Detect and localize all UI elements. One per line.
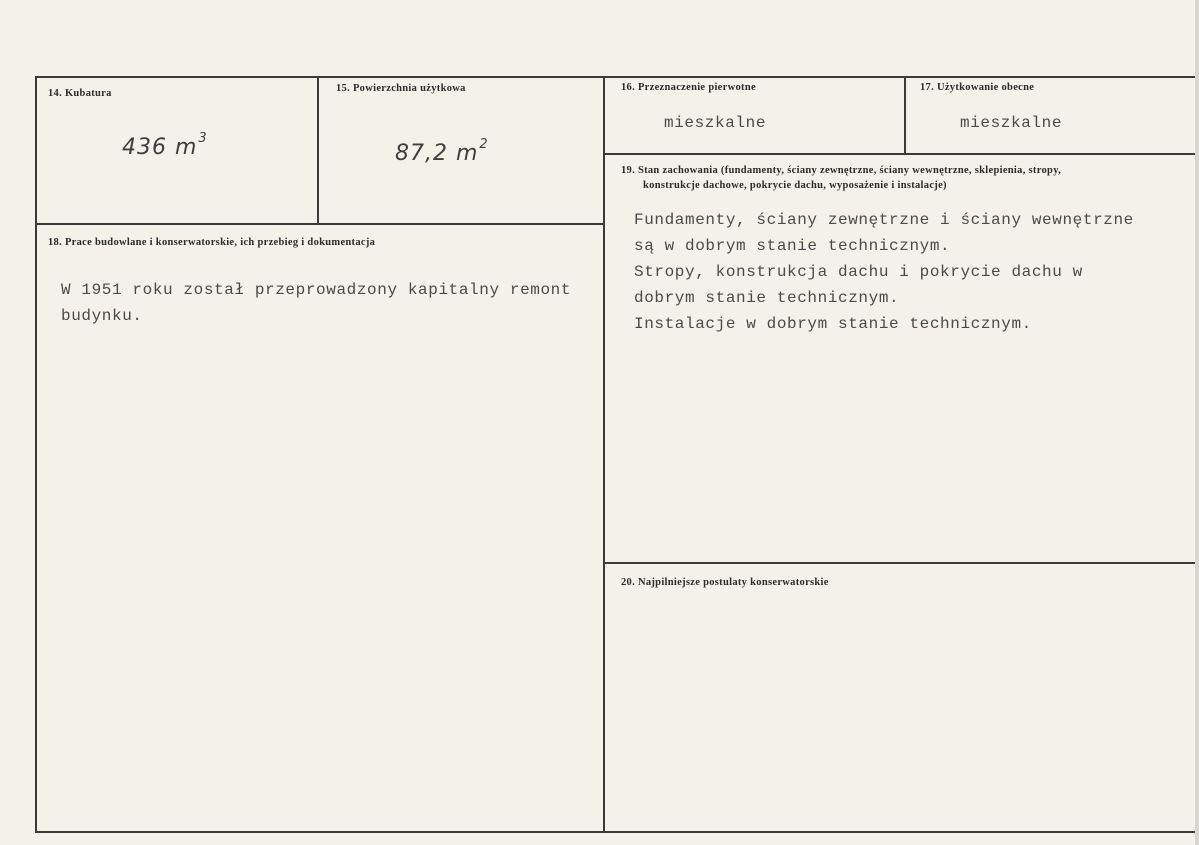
field-14-value: 436 $m^3$ [122,131,208,160]
field-18-text [61,277,596,329]
top-border-line [35,76,1199,78]
field-19-line: Instalacje w dobrym stanie technicznym. [634,315,1032,333]
field-14-exponent: 3 [198,131,208,146]
field-19-label-line1: 19. Stan zachowania (fundamenty, ściany zewnętrzne, ściany wewnętrzne, sklepienia, stropy, [621,165,1062,176]
field-19-line: dobrym stanie technicznym. [634,289,900,307]
field-15-label: 15. Powierzchnia użytkowa [336,83,466,94]
field-19-line: są w dobrym stanie technicznym. [634,237,951,255]
field-17-value: mieszkalne [960,114,1063,132]
field-15-value: 87,2 $m^2$ [395,137,489,166]
field-16-value: mieszkalne [664,114,767,132]
left-border-line [35,76,37,833]
section-19-20-divider [605,562,1199,564]
paper-edge [1195,0,1199,845]
field-19-label-line2: konstrukcje dachowe, pokrycie dachu, wyposażenie i instalacje) [643,180,947,191]
field-18-label: 18. Prace budowlane i konserwatorskie, ich przebieg i dokumentacja [48,237,376,248]
section-16-19-divider [605,153,1199,155]
section-14-18-divider [35,223,605,225]
field-14-label: 14. Kubatura [48,88,112,99]
center-divider [603,76,605,833]
field-18-line: budynku. [61,307,143,325]
field-19-line: Fundamenty, ściany zewnętrzne i ściany wewnętrzne [634,211,1134,229]
section-16-17-divider [904,76,906,154]
section-14-15-divider [317,76,319,225]
field-15-exponent: 2 [479,137,489,152]
field-19-text [634,207,1194,337]
field-18-line: W 1951 roku został przeprowadzony kapitalny remont [61,281,572,299]
field-19-line: Stropy, konstrukcja dachu i pokrycie dachu w [634,263,1083,281]
bottom-border-line [35,831,1199,833]
field-16-label: 16. Przeznaczenie pierwotne [621,82,756,93]
field-20-label: 20. Najpilniejsze postulaty konserwatorskie [621,577,829,588]
field-17-label: 17. Użytkowanie obecne [920,82,1035,93]
